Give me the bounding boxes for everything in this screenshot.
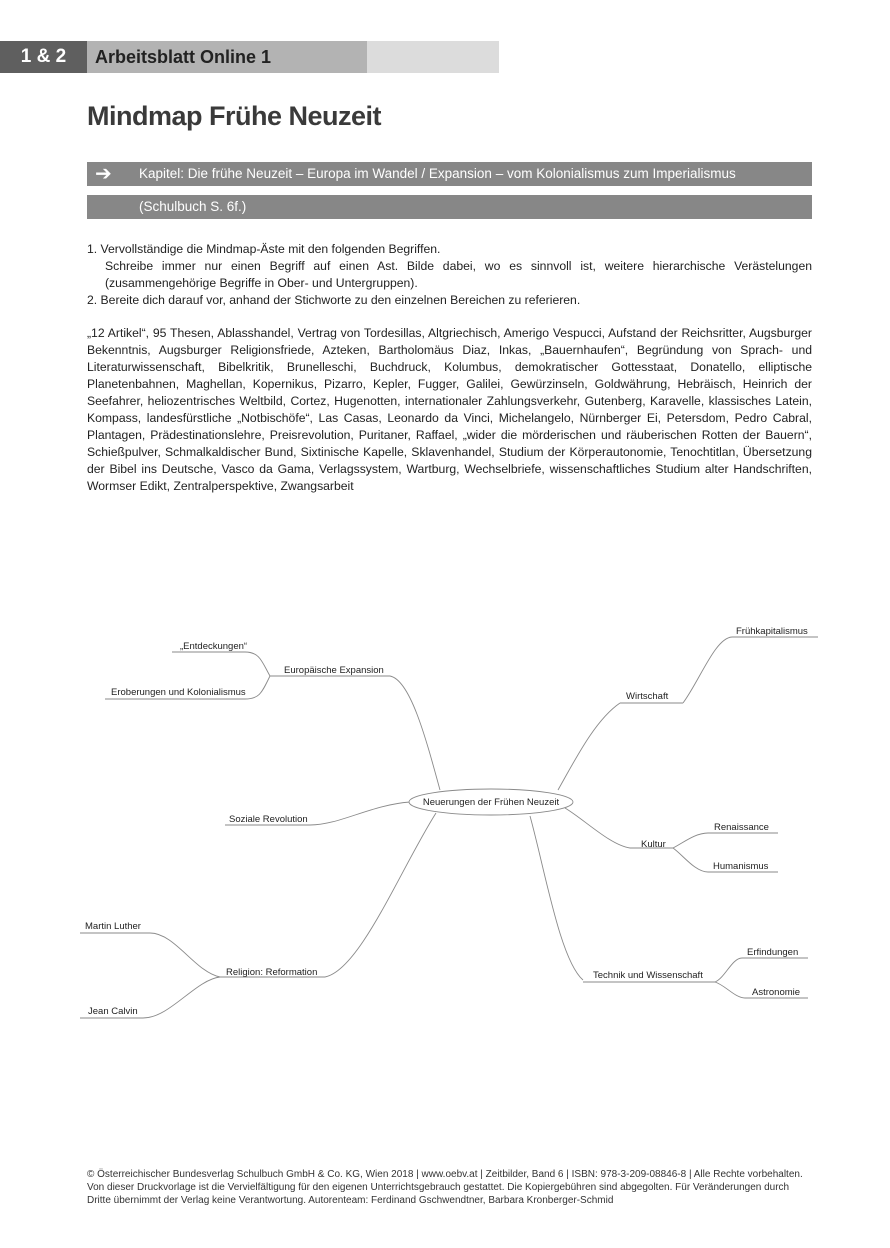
page-title: Mindmap Frühe Neuzeit (87, 101, 382, 131)
mindmap (0, 600, 890, 1040)
mindmap-link-luther (150, 933, 220, 977)
mindmap-link-astronomie (715, 982, 745, 998)
mindmap-erfindungen-label: Erfindungen (747, 947, 799, 958)
chapter-bar (87, 162, 812, 186)
mindmap-humanismus-label: Humanismus (713, 861, 769, 872)
worksheet-title: Arbeitsblatt Online 1 (87, 41, 367, 73)
arrow-right-icon: ➔ (95, 163, 112, 185)
mindmap-link-expansion (390, 676, 440, 790)
mindmap-link-wirtschaft (558, 703, 620, 790)
mindmap-calvin-label: Jean Calvin (88, 1006, 138, 1017)
mindmap-link-kultur (565, 808, 630, 848)
mindmap-entdeckungen-label: „Entdeckungen“ (180, 641, 248, 652)
mindmap-link-eroberungen (245, 676, 270, 699)
schoolbook-reference-bar (87, 195, 812, 219)
task-instructions (87, 241, 812, 309)
mindmap-luther-label: Martin Luther (85, 921, 141, 932)
mindmap-link-entdeckungen (245, 652, 270, 676)
chapter-number-badge: 1 & 2 (0, 41, 87, 73)
term-list: „12 Artikel“, 95 Thesen, Ablasshandel, Vertrag von Tordesillas, Altgriechisch, Amerigo Vespucci, Aufstand der Reichsritter, Augsburger Bekenntnis, Augsburger Religionsfriede, Azteken, Bartholomäus Diaz, Inkas, „Bauernhaufen“, Begründung von Sprach- und Literaturwissenschaft, Bibelkritik, Brunelleschi, Buchdruck, Kolumbus, demokratischer Gottesstaat, Donatello, elliptische Planetenbahnen, Maghellan, Kopernikus, Pizarro, Kepler, Fugger, Galilei, Gewürzinseln, Goldwährung, Hebräisch, Heinrich der Seefahrer, heliozentrisches Weltbild, Cortez, Hugenotten, internationaler Zahlungsverkehr, Gutenberg, Karavelle, klassisches Latein, Kompass, landesfürstliche „Notbischöfe“, Las Casas, Leonardo da Vinci, Michelangelo, Nürnberger Ei, Petersdom, Pedro Cabral, Plantagen, Prädestinationslehre, Preisrevolution, Puritaner, Raffael, „wider die mörderischen und räuberischen Rotten der Bauern“, Schießpulver, Schmalkaldischer Bund, Sixtinische Kapelle, Sklavenhandel, Studium der Körperautonomie, Tenochtitlan, Übersetzung der Bibel ins Deutsche, Vasco da Gama, Verlagssystem, Wartburg, Wechselbriefe, wissenschaftliches Studium alter Handschriften, Wormser Edikt, Zentralperspektive, Zwangsarbeit (87, 326, 812, 493)
chapter-title: Kapitel: Die frühe Neuzeit – Europa im Wandel / Expansion – vom Kolonialismus zum Imperialismus (139, 166, 736, 181)
mindmap-link-renaissance (673, 833, 708, 848)
mindmap-technik-label: Technik und Wissenschaft (593, 970, 703, 981)
schoolbook-reference: (Schulbuch S. 6f.) (139, 199, 247, 214)
mindmap-religion-label: Religion: Reformation (226, 967, 318, 978)
header-bar-tail (367, 41, 499, 73)
mindmap-link-humanismus (673, 848, 708, 872)
mindmap-link-religion (325, 813, 436, 977)
mindmap-fruehkapitalismus-label: Frühkapitalismus (736, 626, 808, 637)
mindmap-link-calvin (143, 977, 220, 1018)
task-1-detail: Schreibe immer nur einen Begriff auf einen Ast. Bilde dabei, wo es sinnvoll ist, weitere hierarchische Verästelungen (zusammengehörige Begriffe in Ober- und Untergruppen). (105, 259, 812, 290)
mindmap-center-label: Neuerungen der Frühen Neuzeit (422, 797, 560, 808)
mindmap-soziale-label: Soziale Revolution (229, 814, 308, 825)
mindmap-link-fruehkapitalismus (683, 637, 732, 703)
mindmap-link-erfindungen (715, 958, 742, 982)
copyright-footer: © Österreichischer Bundesverlag Schulbuch GmbH & Co. KG, Wien 2018 | www.oebv.at | Zeitbilder, Band 6 | ISBN: 978-3-209-08846-8 | Alle Rechte vorbehalten. Von dieser Druckvorlage ist die Vervielfältigung für den eigenen Unterrichtsgebrauch gestattet. Die Kopiergebühren sind abgegolten. Für Veränderungen durch Dritte übernimmt der Verlag keine Verantwortung. Autorenteam: Ferdinand Gschwendtner, Barbara Kronberger-Schmid (87, 1169, 803, 1207)
mindmap-link-soziale (310, 802, 410, 825)
mindmap-astronomie-label: Astronomie (752, 987, 801, 998)
mindmap-wirtschaft-label: Wirtschaft (626, 691, 669, 702)
task-2: 2. Bereite dich darauf vor, anhand der Stichworte zu den einzelnen Bereichen zu referieren. (87, 293, 581, 307)
task-1: 1. Vervollständige die Mindmap-Äste mit den folgenden Begriffen. (87, 242, 441, 256)
mindmap-eroberungen-label: Eroberungen und Kolonialismus (111, 687, 246, 698)
mindmap-expansion-label: Europäische Expansion (284, 665, 384, 676)
mindmap-kultur-label: Kultur (641, 839, 666, 850)
mindmap-renaissance-label: Renaissance (714, 822, 769, 833)
mindmap-link-technik (530, 816, 583, 980)
